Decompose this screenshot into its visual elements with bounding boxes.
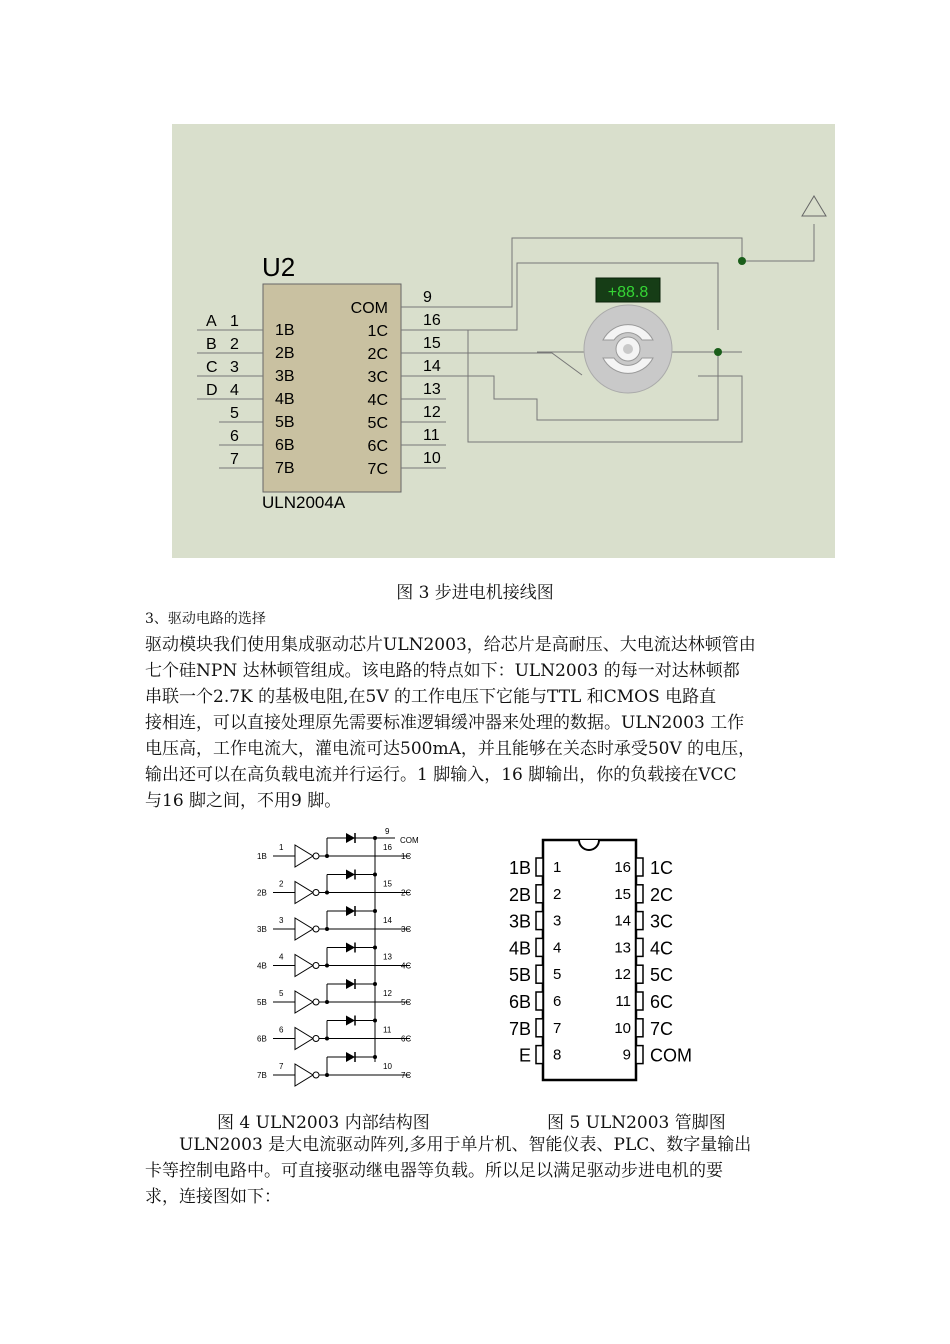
diode-icon [346,833,355,843]
channel-output-pin: 16 [383,843,392,852]
left-pin-label: 3B [508,911,531,932]
pin-tab-left [536,885,543,903]
channel-input-label: 7B [257,1071,267,1080]
junction-dot [325,1037,329,1041]
uln2003-pinout-diagram [495,815,725,1090]
diode-icon [346,906,355,916]
pin-tab-right [636,1046,643,1064]
input-pin-name: 4B [275,391,295,408]
channel-output-label: 5C [401,998,412,1007]
junction-dot [325,964,329,968]
diode-icon [346,979,355,989]
left-pin-number: 1 [553,859,562,876]
output-pin-name: 4C [367,392,388,409]
paragraph-1-line: 驱动模块我们使用集成驱动芯片ULN2003，给芯片是高耐压、大电流达林顿管由 [145,635,756,655]
channel-output-label: 4C [401,961,412,971]
left-pin-label: 7B [508,1018,531,1039]
left-pin-number: 7 [553,1019,562,1037]
pin-tab-left [536,1046,543,1064]
output-pin-number: 10 [423,450,441,467]
pin-tab-left [536,912,543,930]
junction-dot [325,927,329,931]
channel-input-pin: 7 [279,1062,284,1071]
channel-output-pin: 11 [383,1025,392,1035]
channel-output-pin: 15 [383,879,392,889]
junction-dot [325,891,329,895]
pin-tab-right [636,938,643,956]
inverter-icon [295,1028,313,1050]
paragraph-1-line: 七个硅NPN 达林顿管组成。该电路的特点如下：ULN2003 的每一对达林顿都 [145,661,740,681]
inverter-icon [295,991,313,1013]
uln2003-internal-diagram [245,820,435,1090]
input-pin-number: 5 [230,405,239,422]
pin-tab-right [636,1019,643,1037]
paragraph-1-line: 电压高，工作电流大，灌电流可达500mA，并且能够在关态时承受50V 的电压， [145,739,756,759]
right-pin-number: 12 [614,966,631,984]
right-pin-label: 5C [650,965,674,986]
section-heading: 3、驱动电路的选择 [145,611,266,627]
junction-dot [325,1073,329,1077]
channel-output-label: 3C [401,925,412,934]
inverter-bubble-icon [313,890,319,896]
left-pin-label: 5B [508,965,531,986]
driver-channel [257,870,411,904]
pinout-canvas [495,815,725,1090]
right-pin-number: 10 [614,1019,631,1037]
junction-dot [373,982,377,986]
right-pin-number: 13 [614,939,631,957]
pin-tab-left [536,1019,543,1037]
ic-package [543,840,636,1080]
input-pin-name: 7B [275,460,295,477]
junction-dot [714,348,722,356]
paragraph-1-line: 串联一个2.7K 的基极电阻,在5V 的工作电压下它能与TTL 和CMOS 电路直 [145,687,717,707]
stepper-motor-icon [584,305,672,393]
inverter-icon [295,1064,313,1086]
channel-output-label: 1C [401,852,412,861]
channel-output-pin: 12 [383,989,392,998]
channel-output-label: 6C [401,1034,412,1044]
channel-input-label: 4B [257,961,267,971]
input-pin-number: 7 [230,451,239,468]
left-pin-label: 6B [508,992,531,1012]
left-pin-label: 4B [508,938,531,959]
motor-display-value: +88.8 [607,284,649,301]
channel-input-pin: 1 [279,843,284,852]
figure3-caption: 图 3 步进电机接线图 [396,583,554,603]
left-pin-number: 3 [553,912,562,930]
paragraph-2-line: 求，连接图如下： [145,1187,281,1207]
input-pin-number: 1 [230,313,239,330]
left-pin-label: E [518,1045,531,1066]
right-pin-label: 6C [650,992,674,1012]
pin-tab-right [636,912,643,930]
inverter-icon [295,845,313,867]
left-pin-number: 6 [553,993,562,1010]
output-pin-name: 7C [367,461,388,478]
right-pin-label: 7C [650,1018,674,1039]
output-pin-name: 5C [367,415,388,432]
left-pin-label: 2B [508,884,531,905]
inverter-icon [295,918,313,940]
paragraph-1 [145,632,810,814]
diode-icon [346,1016,355,1026]
left-pin-number: 2 [553,885,562,903]
paragraph-2-line: ULN2003 是大电流驱动阵列,多用于单片机、智能仪表、PLC、数字量输出 [179,1135,752,1155]
left-pin-number: 4 [553,939,562,957]
right-pin-number: 15 [614,885,631,903]
channel-input-label: 2B [257,888,267,898]
paragraph-1-line: 输出还可以在高负载电流并行运行。1 脚输入，16 脚输出，你的负载接在VCC [145,765,737,785]
figure5-caption: 图 5 ULN2003 管脚图 [547,1113,726,1133]
right-pin-number: 9 [622,1046,631,1064]
paragraph-1-line: 与16 脚之间，不用9 脚。 [145,791,342,811]
inverter-bubble-icon [313,963,319,969]
output-pin-number: 12 [423,404,441,421]
pin-tab-left [536,938,543,956]
channel-input-label: 1B [257,852,267,861]
channel-input-pin: 3 [279,916,284,925]
right-pin-label: 1C [650,858,674,878]
left-pin-number: 8 [553,1046,562,1064]
left-pin-number: 5 [553,966,562,984]
junction-dot [373,873,377,877]
input-letter-label: D [206,382,218,399]
input-pin-number: 6 [230,428,239,445]
output-pin-number: 14 [423,358,441,375]
input-pin-name: 1B [275,322,295,339]
junction-dot [373,946,377,950]
input-pin-number: 2 [230,336,239,353]
junction-dot [738,257,746,265]
output-pin-name: 6C [367,438,388,455]
input-letter-label: B [206,336,217,353]
channel-output-pin: 14 [383,916,392,925]
right-pin-number: 11 [615,993,631,1010]
pin-tab-left [536,858,543,876]
com-label: COM [400,836,419,845]
left-pin-label: 1B [508,858,531,878]
output-pin-number: 15 [423,335,441,352]
output-pin-name: 3C [367,369,388,386]
driver-channel [257,943,411,977]
junction-dot [325,1000,329,1004]
output-pin-number: 11 [423,427,440,444]
input-pin-name: 5B [275,414,295,431]
diode-icon [346,943,355,953]
pin-tab-right [636,885,643,903]
input-letter-label: C [206,359,218,376]
driver-channel [257,979,411,1013]
diode-icon [346,1052,355,1062]
com-pin-number: 9 [385,827,390,836]
input-pin-name: 3B [275,368,295,385]
paragraph-2 [145,1132,810,1210]
right-pin-label: 2C [650,884,674,905]
inverter-bubble-icon [313,999,319,1005]
junction-dot [325,854,329,858]
output-pin-number: 13 [423,381,441,398]
paragraph-2-line: 卡等控制电路中。可直接驱动继电器等负载。所以足以满足驱动步进电机的要 [145,1161,723,1181]
figure4-caption: 图 4 ULN2003 内部结构图 [217,1113,430,1133]
pin-tab-left [536,965,543,983]
channel-input-pin: 6 [279,1025,284,1035]
inverter-bubble-icon [313,1036,319,1042]
output-pin-number: 9 [423,289,432,306]
channel-input-pin: 5 [279,989,284,998]
pin-tab-right [636,858,643,876]
right-pin-label: COM [650,1045,692,1066]
inverter-icon [295,882,313,904]
channel-input-label: 5B [257,998,267,1007]
input-letter-label: A [206,313,217,330]
inverter-icon [295,955,313,977]
pin-tab-right [636,992,643,1010]
paragraph-1-line: 接相连，可以直接处理原先需要标准逻辑缓冲器来处理的数据。ULN2003 工作 [145,713,745,733]
channel-input-label: 6B [257,1034,267,1044]
junction-dot [373,1055,377,1059]
output-pin-number: 16 [423,312,441,329]
right-pin-label: 3C [650,911,674,932]
channel-output-pin: 10 [383,1062,392,1071]
channel-output-label: 2C [401,888,412,898]
pin-tab-left [536,992,543,1010]
output-pin-name: 2C [367,346,388,363]
channel-input-label: 3B [257,925,267,934]
driver-channel [257,1016,411,1050]
input-pin-number: 4 [230,382,239,399]
inverter-bubble-icon [313,853,319,859]
right-pin-number: 14 [614,912,631,930]
driver-channel [257,906,411,940]
internal-diagram-canvas [245,820,435,1090]
junction-dot [373,909,377,913]
channel-output-label: 7C [401,1071,412,1080]
channel-input-pin: 4 [279,952,284,962]
pin-tab-right [636,965,643,983]
input-pin-name: 6B [275,437,295,454]
schematic-canvas [172,124,835,558]
chip-ref-label: U2 [262,252,296,282]
junction-dot [373,836,377,840]
channel-input-pin: 2 [279,879,284,889]
channel-output-pin: 13 [383,952,392,962]
chip-model-label: ULN2004A [262,493,346,512]
input-pin-number: 3 [230,359,239,376]
stepper-wiring-schematic [172,124,835,558]
junction-dot [373,1019,377,1023]
input-pin-name: 2B [275,345,295,362]
output-pin-name: COM [350,300,388,317]
right-pin-number: 16 [614,859,631,876]
driver-channel [257,1052,411,1086]
right-pin-label: 4C [650,938,674,959]
inverter-bubble-icon [313,1072,319,1078]
output-pin-name: 1C [367,323,388,340]
inverter-bubble-icon [313,926,319,932]
diode-icon [346,870,355,880]
